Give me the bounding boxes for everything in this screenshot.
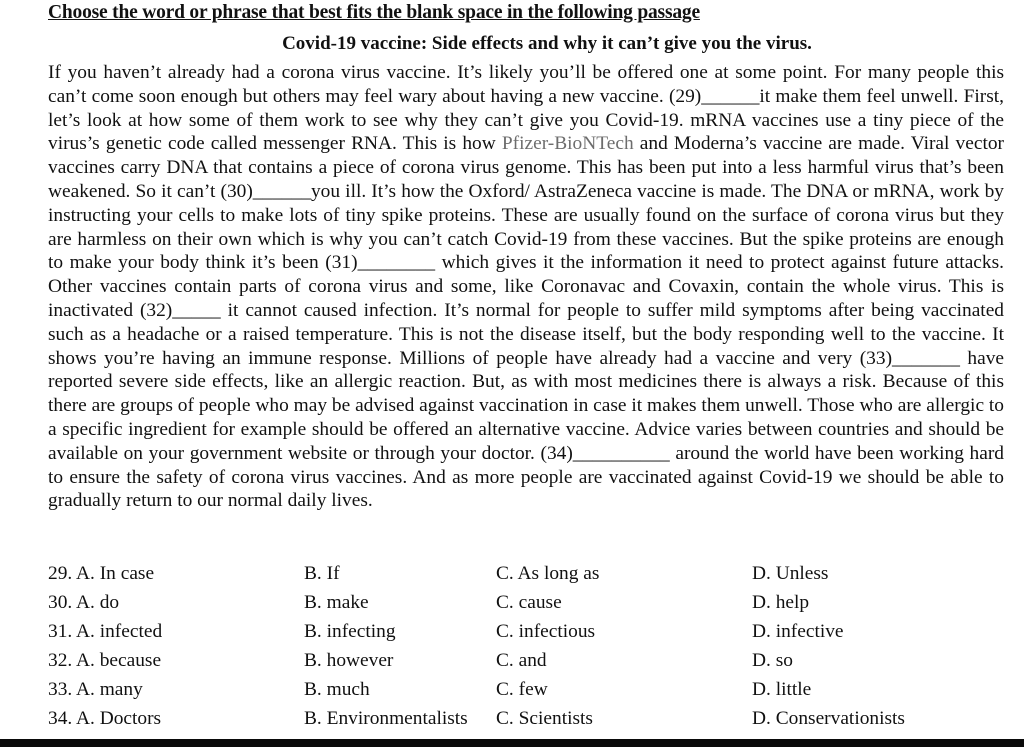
option-b[interactable]: B. however	[304, 650, 394, 671]
option-d[interactable]: D. so	[752, 650, 793, 671]
passage-text-part-1: If you haven’t already had a corona virus vaccine. It’s likely you’ll be offered one at some point. For many people this can’t come soon enough but others may feel wary about having a new vaccine. (29)______it make them feel unwell. First, let’s look at how some of them work to see why they can’t give you Covid-19. mRNA vaccines use a tiny piece of the virus’s genetic code called messenger RNA. This is how	[48, 62, 1004, 155]
passage-paragraph	[48, 61, 1004, 513]
instruction-heading: Choose the word or phrase that best fits the blank space in the following passage	[48, 2, 700, 23]
option-b[interactable]: B. make	[304, 592, 369, 613]
option-b[interactable]: B. much	[304, 679, 370, 700]
question-30-row	[48, 592, 1008, 621]
question-31-row	[48, 621, 1008, 650]
option-d[interactable]: D. infective	[752, 621, 844, 642]
option-c[interactable]: C. few	[496, 679, 548, 700]
option-d[interactable]: D. Unless	[752, 563, 829, 584]
option-a[interactable]: 29. A. In case	[48, 563, 155, 584]
reading-passage	[48, 61, 1004, 513]
option-c[interactable]: C. As long as	[496, 563, 600, 584]
option-a[interactable]: 30. A. do	[48, 592, 120, 613]
passage-title: Covid-19 vaccine: Side effects and why it can’t give you the virus.	[282, 33, 812, 54]
option-b[interactable]: B. If	[304, 563, 340, 584]
option-a[interactable]: 33. A. many	[48, 679, 143, 700]
option-a[interactable]: 32. A. because	[48, 650, 162, 671]
answer-options	[48, 563, 1008, 737]
option-c[interactable]: C. and	[496, 650, 547, 671]
option-d[interactable]: D. little	[752, 679, 812, 700]
option-c[interactable]: C. Scientists	[496, 708, 593, 729]
highlighted-brand-text: Pfizer-BioNTech	[501, 133, 634, 155]
option-d[interactable]: D. help	[752, 592, 810, 613]
option-c[interactable]: C. cause	[496, 592, 562, 613]
option-a[interactable]: 34. A. Doctors	[48, 708, 162, 729]
option-a[interactable]: 31. A. infected	[48, 621, 163, 642]
option-b[interactable]: B. Environmentalists	[304, 708, 468, 729]
passage-text-part-2: and Moderna’s vaccine are made. Viral vector vaccines carry DNA that contains a piece of corona virus genome. This has been put into a less harmful virus that’s been weakened. So it can’t (30)______you ill. It’s how the Oxford/ AstraZeneca vaccine is made. The DNA or mRNA, work by instructing your cells to make lots of tiny spike proteins. These are usually found on the surface of corona virus but they are harmless on their own which is why you can’t catch Covid-19 from these vaccines. But the spike proteins are enough to make your body think it’s been (31)________ which gives it the information it need to protect against future attacks. Other vaccines contain parts of corona virus and some, like Coronavac and Covaxin, contain the whole virus. This is inactivated (32)_____ it cannot caused infection. It’s normal for people to suffer mild symptoms after being vaccinated such as a headache or a raised temperature. This is not the disease itself, but the body responding well to the vaccine. It shows you’re having an immune response. Millions of people have already had a vaccine and very (33)_______ have reported severe side effects, like an allergic reaction. But, as with most medicines there is always a risk. Because of this there are groups of people who may be advised against vaccination in case it makes them unwell. Those who are allergic to a specific ingredient for example should be offered an alternative vaccine. Advice varies between countries and should be available on your government website or through your doctor. (34)__________ around the world have been working hard to ensure the safety of corona virus vaccines. And as more people are vaccinated against Covid-19 we should be able to gradually return to our normal daily lives.	[48, 133, 1004, 512]
question-29-row	[48, 563, 1008, 592]
question-33-row	[48, 679, 1008, 708]
option-d[interactable]: D. Conservationists	[752, 708, 905, 729]
question-34-row	[48, 708, 1008, 737]
option-b[interactable]: B. infecting	[304, 621, 396, 642]
bottom-border-bar	[0, 739, 1024, 747]
question-32-row	[48, 650, 1008, 679]
option-c[interactable]: C. infectious	[496, 621, 596, 642]
